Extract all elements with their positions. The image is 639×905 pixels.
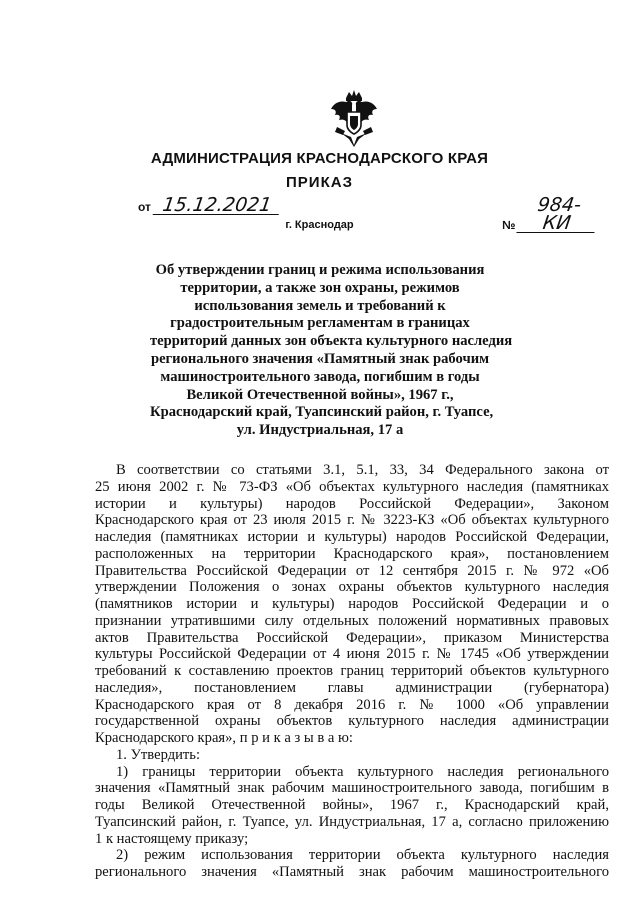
body-line: 1. Утвердить: xyxy=(116,746,201,763)
body-line: 1) границы территории объекта культурного наследия регионального xyxy=(116,763,609,780)
title-line: градостроительным регламентам в границах xyxy=(170,315,470,332)
number-prefix: № xyxy=(502,218,516,232)
body-line: утверждении Положения о зонах охраны объектов культурного наследия xyxy=(95,579,609,596)
title-line: регионального значения «Памятный знак рабочим xyxy=(150,350,490,367)
body-line: актов Правительства Российской Федерации», приказом Министерства xyxy=(95,629,609,646)
body-line: Краснодарского края от 8 декабря 2016 г. № 1000 «Об управлении xyxy=(95,696,609,713)
body-line: государственной охраны объектов культурного наследия администрации xyxy=(95,713,609,730)
title-line: ул. Индустриальная, 17 а xyxy=(236,422,404,439)
body-line: культуры Российской Федерации от 4 июня 2015 г. № 1745 «Об утверждении xyxy=(95,646,609,663)
body-line: регионального значения «Памятный знак рабочим машиностроительного xyxy=(95,864,609,880)
document-title xyxy=(150,262,513,440)
body-line: наследия», постановлением главы администрации (губернатора) xyxy=(95,679,609,696)
body-line: значения «Памятный знак рабочим машиностроительного завода, погибшим в xyxy=(95,780,609,797)
body-line: 1 к настоящему приказу; xyxy=(95,830,249,847)
document-type: ПРИКАЗ xyxy=(286,174,353,191)
body-line: 2) режим использования территории объекта культурного наследия xyxy=(116,847,609,864)
date-value: 15.12.2021 xyxy=(153,196,282,215)
title-line: машиностроительного завода, погибшим в годы xyxy=(160,368,480,385)
title-line: территорий данных зон объекта культурного наследия xyxy=(150,333,513,350)
body-line: Краснодарского края от 23 июля 2015 г. № 3223-КЗ «Об объектах культурного xyxy=(95,512,609,529)
title-line: Великой Отечественной войны», 1967 г., xyxy=(186,386,454,403)
body-line: Правительства Российской Федерации от 12 сентября 2015 г. № 972 «Об xyxy=(95,562,609,579)
title-line: использования земель и требований к xyxy=(194,297,446,314)
organization-name: АДМИНИСТРАЦИЯ КРАСНОДАРСКОГО КРАЯ xyxy=(150,150,489,167)
document-body xyxy=(95,462,609,881)
body-line: требований к составлению проектов границ территорий объектов культурного xyxy=(95,663,609,679)
body-line: (памятников истории и культуры) народов Российской Федерации и о xyxy=(95,596,609,612)
body-line: истории и культуры) народов Российской Федерации», Законом xyxy=(95,495,609,512)
title-line: территории, а также зон охраны, режимов xyxy=(180,279,460,296)
coat-of-arms-icon xyxy=(329,89,379,147)
date-row xyxy=(138,196,280,215)
body-line: Туапсинский район, г. Туапсе, ул. Индустриальная, 17 а, согласно приложению xyxy=(95,813,609,830)
body-line: В соответствии со статьями 3.1, 5.1, 33, 34 Федерального закона от xyxy=(116,462,609,478)
body-line: Краснодарского края», п р и к а з ы в а ю: xyxy=(95,730,353,746)
body-line: 25 июня 2002 г. № 73-ФЗ «Об объектах культурного наследия (памятниках xyxy=(95,478,609,495)
body-line: расположенных на территории Краснодарского края», постановлением xyxy=(95,545,609,562)
title-line: Об утверждении границ и режима использования xyxy=(155,262,485,278)
city-label: г. Краснодар xyxy=(285,219,354,231)
body-line: годы Великой Отечественной войны», 1967 г., Краснодарский край, xyxy=(95,797,609,813)
title-line: Краснодарский край, Туапсинский район, г. Туапсе, xyxy=(150,404,494,421)
number-value: 984-КИ xyxy=(516,196,599,233)
body-line: признании утратившими силу отдельных положений нормативных правовых xyxy=(95,612,609,629)
body-line: наследия (памятниках истории и культуры) народов Российской Федерации, xyxy=(95,529,609,545)
date-prefix: от xyxy=(138,200,151,214)
